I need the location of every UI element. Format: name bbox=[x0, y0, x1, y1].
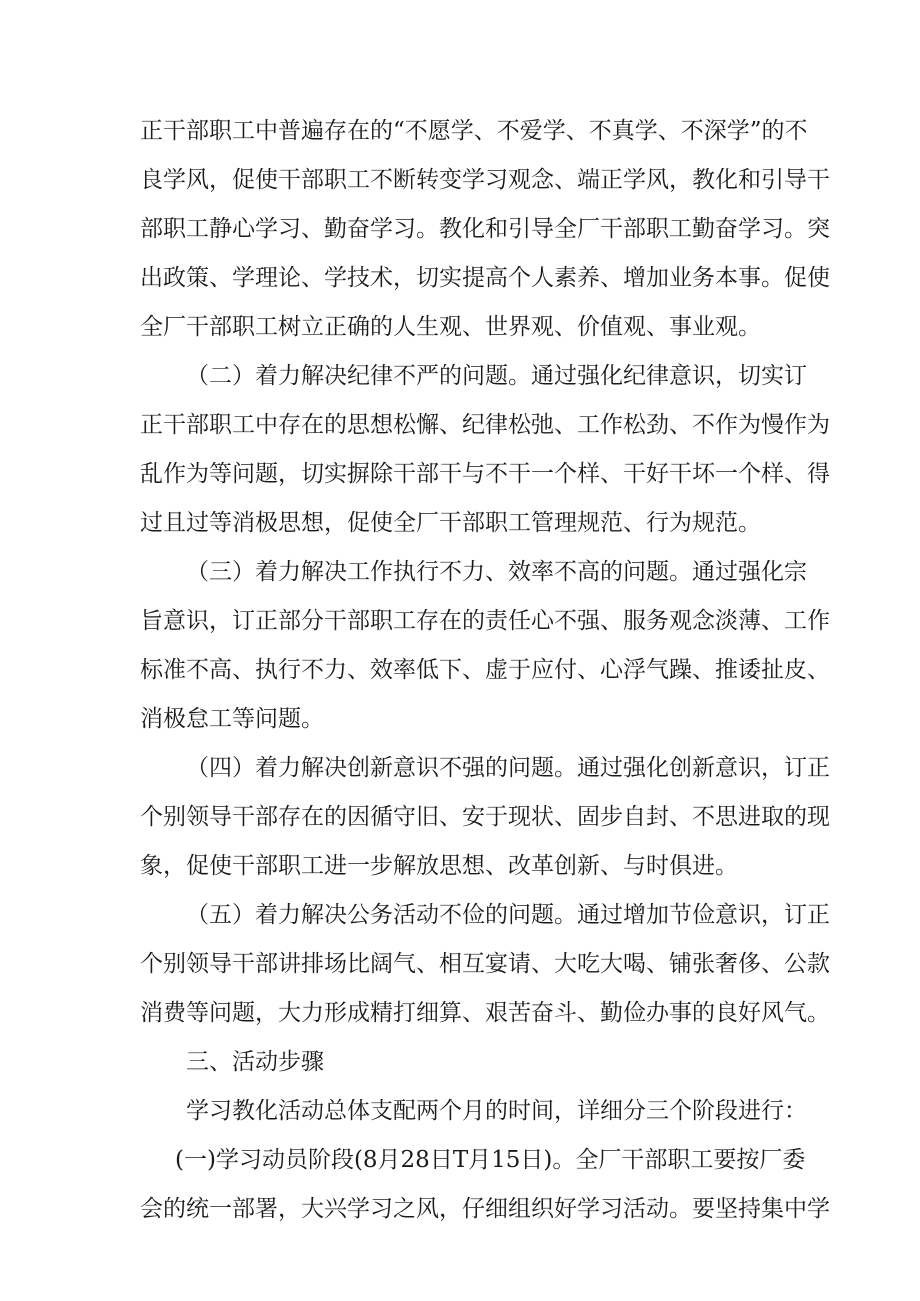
text-line: 会的统一部署，大兴学习之风，仔细组织好学习活动。要坚持集中学 bbox=[140, 1196, 830, 1222]
text-line: （四）着力解决创新意识不强的问题。通过强化创新意识，订正 bbox=[186, 755, 830, 781]
text-line: 部职工静心学习、勤奋学习。教化和引导全厂干部职工勤奋学习。突 bbox=[140, 216, 830, 242]
text-line: 个别领导干部存在的因循守旧、安于现状、固步自封、不思进取的现 bbox=[140, 804, 830, 830]
text-line: 出政策、学理论、学技术，切实提高个人素养、增加业务本事。促使 bbox=[140, 265, 830, 291]
text-line: 消极怠工等问题。 bbox=[140, 706, 324, 732]
text-line: 旨意识，订正部分干部职工存在的责任心不强、服务观念淡薄、工作 bbox=[140, 608, 830, 634]
text-line: （三）着力解决工作执行不力、效率不高的问题。通过强化宗 bbox=[186, 559, 807, 585]
text-line: (一)学习动员阶段(8月28日T月15日)。全厂干部职工要按厂委 bbox=[175, 1147, 806, 1173]
section-heading: 三、活动步骤 bbox=[186, 1049, 324, 1075]
text-line: 正干部职工中存在的思想松懈、纪律松弛、工作松劲、不作为慢作为 bbox=[140, 412, 830, 438]
text-line: 正干部职工中普遍存在的“不愿学、不爱学、不真学、不深学”的不 bbox=[140, 118, 808, 144]
text-line: 全厂干部职工树立正确的人生观、世界观、价值观、事业观。 bbox=[140, 314, 761, 340]
text-line: 标准不高、执行不力、效率低下、虚于应付、心浮气躁、推诿扯皮、 bbox=[140, 657, 830, 683]
text-line: 过且过等消极思想，促使全厂干部职工管理规范、行为规范。 bbox=[140, 510, 761, 536]
text-line: 学习教化活动总体支配两个月的时间，详细分三个阶段进行： bbox=[186, 1098, 807, 1124]
text-line: （五）着力解决公务活动不俭的问题。通过增加节俭意识，订正 bbox=[186, 902, 830, 928]
text-line: 良学风，促使干部职工不断转变学习观念、端正学风，教化和引导干 bbox=[140, 167, 830, 193]
text-line: 个别领导干部讲排场比阔气、相互宴请、大吃大喝、铺张奢侈、公款 bbox=[140, 951, 830, 977]
text-line: 象，促使干部职工进一步解放思想、改革创新、与时俱进。 bbox=[140, 853, 738, 879]
text-line: （二）着力解决纪律不严的问题。通过强化纪律意识，切实订 bbox=[186, 363, 807, 389]
text-line: 消费等问题，大力形成精打细算、艰苦奋斗、勤俭办事的良好风气。 bbox=[140, 1000, 830, 1026]
text-line: 乱作为等问题，切实摒除干部干与不干一个样、干好干坏一个样、得 bbox=[140, 461, 830, 487]
